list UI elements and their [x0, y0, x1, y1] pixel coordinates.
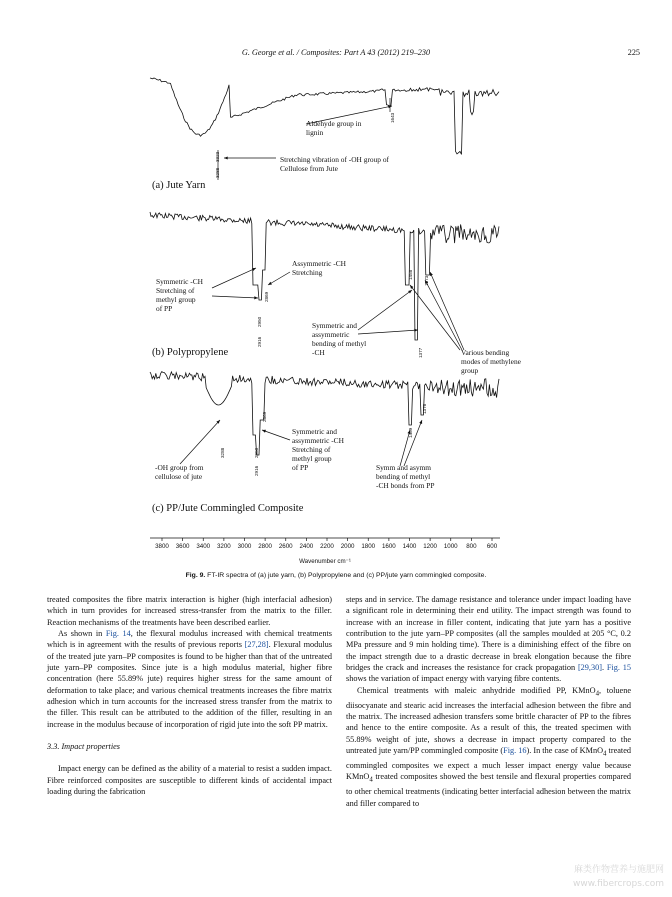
- right-column: [346, 594, 631, 809]
- annotation: cellulose of jute: [155, 472, 203, 481]
- panel-label-b: (b) Polypropylene: [152, 347, 229, 358]
- annotation: Stretching of: [156, 286, 195, 295]
- peak-label: 1373: [424, 275, 429, 286]
- annotation: assymmetric -CH: [292, 436, 344, 445]
- annotation-arrow: [212, 268, 256, 288]
- figure-link[interactable]: Fig. 14: [105, 629, 131, 639]
- annotation-arrow: [358, 330, 418, 334]
- annotation: lignin: [306, 128, 324, 137]
- annotation: methyl group: [156, 295, 196, 304]
- peak-label: 1377: [418, 347, 423, 358]
- paragraph: treated composites the fibre matrix interaction is higher (high interfacial adhesion) which in turn provides for increased stress-transfer from the matrix to the filler. Reaction mechanisms of the treatments have been described earlier.: [47, 595, 332, 627]
- annotation-arrow: [358, 290, 412, 330]
- section-heading: 3.3. Impact properties: [47, 742, 121, 752]
- watermark-text: 麻类作物营养与施肥网: [573, 865, 664, 875]
- x-tick-label: 2000: [340, 543, 355, 550]
- annotation-arrow: [212, 296, 258, 298]
- annotation: Stretching vibration of -OH group of: [280, 155, 389, 164]
- spectrum-a: [150, 78, 499, 154]
- arrow-head: [408, 290, 412, 293]
- annotation: of PP: [156, 304, 173, 313]
- figure-link[interactable]: Fig. 16: [503, 746, 527, 756]
- x-tick-label: 600: [486, 543, 498, 550]
- peak-label: 1459: [408, 427, 413, 438]
- peak-label: 3288: [220, 447, 225, 458]
- figure-caption: [0, 572, 672, 579]
- annotation: assymmetric: [312, 330, 350, 339]
- panel-label-a: (a) Jute Yarn: [152, 180, 206, 191]
- reference-link[interactable]: [29,30]: [577, 663, 602, 673]
- annotation: bending of methyl: [376, 472, 431, 481]
- annotation: Cellulose from Jute: [280, 164, 338, 173]
- annotation: methyl group: [292, 454, 332, 463]
- paragraph: Chemical treatments with maleic anhydride modified PP, KMnO$_4$, toluene diisocyanate and stearic acid increases the interfacial adhesion between the fibre and the matrix. The increased adhesion transfers some brittle character of PP to the fibres and hence to the entire composite. As a result of this, the treated specimen with 55.89% weight of jute, shows a decrease in impact property compared to the untreated jute yarn/PP commingled composite (Fig. 16). In the case of KMnO$_4$ treated commingled composites we expect a much lesser impact energy value because KMnO$_4$ treated composites showed the best tensile and flexural properties compared to other chemical treatments (indicating better interfacial adhesion between the matrix and filler compared to: [346, 685, 631, 808]
- peak-label: 2869: [264, 291, 269, 302]
- annotation: Stretching of: [292, 445, 331, 454]
- arrow-head: [224, 156, 228, 159]
- paragraph: Impact energy can be defined as the ability of a material to resist a sudden impact. Fibre reinforced composites are susceptible to different kinds of accidental impact loading during the fabrication: [47, 764, 332, 797]
- peak-label: 2950: [257, 316, 262, 327]
- annotation-arrow: [180, 420, 220, 464]
- x-tick-label: 1200: [423, 543, 438, 550]
- peak-label: 3323: [215, 151, 220, 162]
- annotation: Assymmetric -CH: [292, 259, 346, 268]
- annotation-arrow: [268, 272, 290, 285]
- x-tick-label: 3800: [155, 543, 169, 550]
- annotation: -OH group from: [155, 463, 204, 472]
- panel-label-c: (c) PP/Jute Commingled Composite: [152, 503, 304, 514]
- x-tick-label: 2200: [320, 543, 334, 550]
- annotation: Various bending: [461, 348, 510, 357]
- x-tick-label: 3400: [196, 543, 211, 550]
- peak-label: 2869: [262, 411, 267, 422]
- x-axis-ticks: [155, 538, 498, 550]
- annotation: Aldehyde group in: [306, 119, 362, 128]
- left-column: [47, 594, 332, 798]
- x-axis-label: Wavenumber cm⁻¹: [299, 558, 351, 565]
- annotation: -CH: [312, 348, 325, 357]
- peak-label: 2916: [257, 336, 262, 347]
- x-tick-label: 1600: [381, 543, 396, 550]
- x-tick-label: 2600: [278, 543, 293, 550]
- x-tick-label: 1000: [443, 543, 458, 550]
- paragraph: As shown in Fig. 14, the flexural modulus increased with chemical treatments which is in agreement with the results of previous reports [27,28]. Flexural modulus of the treated jute yarn–PP composites is found to be higher than that of the untreated jute yarn–PP composites. Since jute is a high modulus material, higher fibre concentration (here 55.89% jute) requires higher stress for the same amount of deformation to take place; and various chemical treatments increases the fibre matrix adhesion which in turn accounts for the increased stress transfer from the matrix to the filler. This result can be attributed to the addition of the filler, resulting in an increase in the modulus because of incorporation of rigid jute into the soft PP matrix.: [47, 629, 332, 729]
- annotation: Symm and asymm: [376, 463, 432, 472]
- arrow-head: [262, 430, 266, 433]
- x-tick-label: 1800: [361, 543, 376, 550]
- page-number: 225: [627, 48, 640, 57]
- annotation: of PP: [292, 463, 309, 472]
- x-tick-label: 3200: [216, 543, 231, 550]
- annotation-arrow: [262, 430, 290, 440]
- figure-link[interactable]: Fig. 15: [606, 663, 632, 673]
- x-tick-label: 2800: [258, 543, 273, 550]
- peak-label: 3288: [215, 167, 220, 178]
- annotation: Symmetric and: [312, 321, 357, 330]
- peak-label: 2950: [254, 447, 259, 458]
- x-tick-label: 800: [466, 543, 477, 550]
- paragraph: steps and in service. The damage resistance and tolerance under impact loading have a significant role in determining their end utility. The impact strength was found to increase with an increase in filler content, indicating that jute yarn has a positive contribution to the jute yarn–PP composites (all the samples moulded at 205 °C, 0.2 MPa pressure and 9 min holding time). There is a diminishing effect of the fibre on the impact strength due to a drastic decrease in break elongation because the fibre bridges the crack and increases the resistance for crack propagation [29,30]. Fig. 15 shows the variation of impact energy with varying fibre contents.: [346, 595, 632, 684]
- annotation-arrow: [425, 280, 462, 350]
- peak-label: 1376: [422, 403, 427, 414]
- peak-label: 2916: [254, 465, 259, 476]
- reference-link[interactable]: [27,28]: [244, 640, 269, 650]
- peak-label: 1458: [408, 269, 413, 280]
- annotation: Stretching: [292, 268, 323, 277]
- annotation: Symmetric -CH: [156, 277, 204, 286]
- x-tick-label: 3000: [237, 543, 252, 550]
- annotation: -CH bonds from PP: [376, 481, 435, 490]
- arrow-head: [419, 420, 422, 424]
- x-tick-label: 1400: [402, 543, 417, 550]
- caption-id: Fig. 9.: [185, 572, 206, 579]
- peak-label: 1643: [390, 112, 395, 123]
- annotation: Symmetric and: [292, 427, 337, 436]
- annotation-arrow: [430, 272, 464, 350]
- running-header: G. George et al. / Composites: Part A 43 (2012) 219–230: [241, 48, 431, 57]
- watermark-url: www.fibercrops.com: [573, 879, 664, 889]
- x-tick-label: 3600: [175, 543, 190, 550]
- x-tick-label: 2400: [299, 543, 314, 550]
- annotation: group: [461, 366, 479, 375]
- annotation: modes of methylene: [461, 357, 521, 366]
- spectra-group: [150, 78, 499, 466]
- arrow-head: [254, 296, 258, 299]
- annotation: bending of methyl: [312, 339, 367, 348]
- caption-text: FT-IR spectra of (a) jute yarn, (b) Polypropylene and (c) PP/jute yarn commingled composite.: [207, 572, 487, 579]
